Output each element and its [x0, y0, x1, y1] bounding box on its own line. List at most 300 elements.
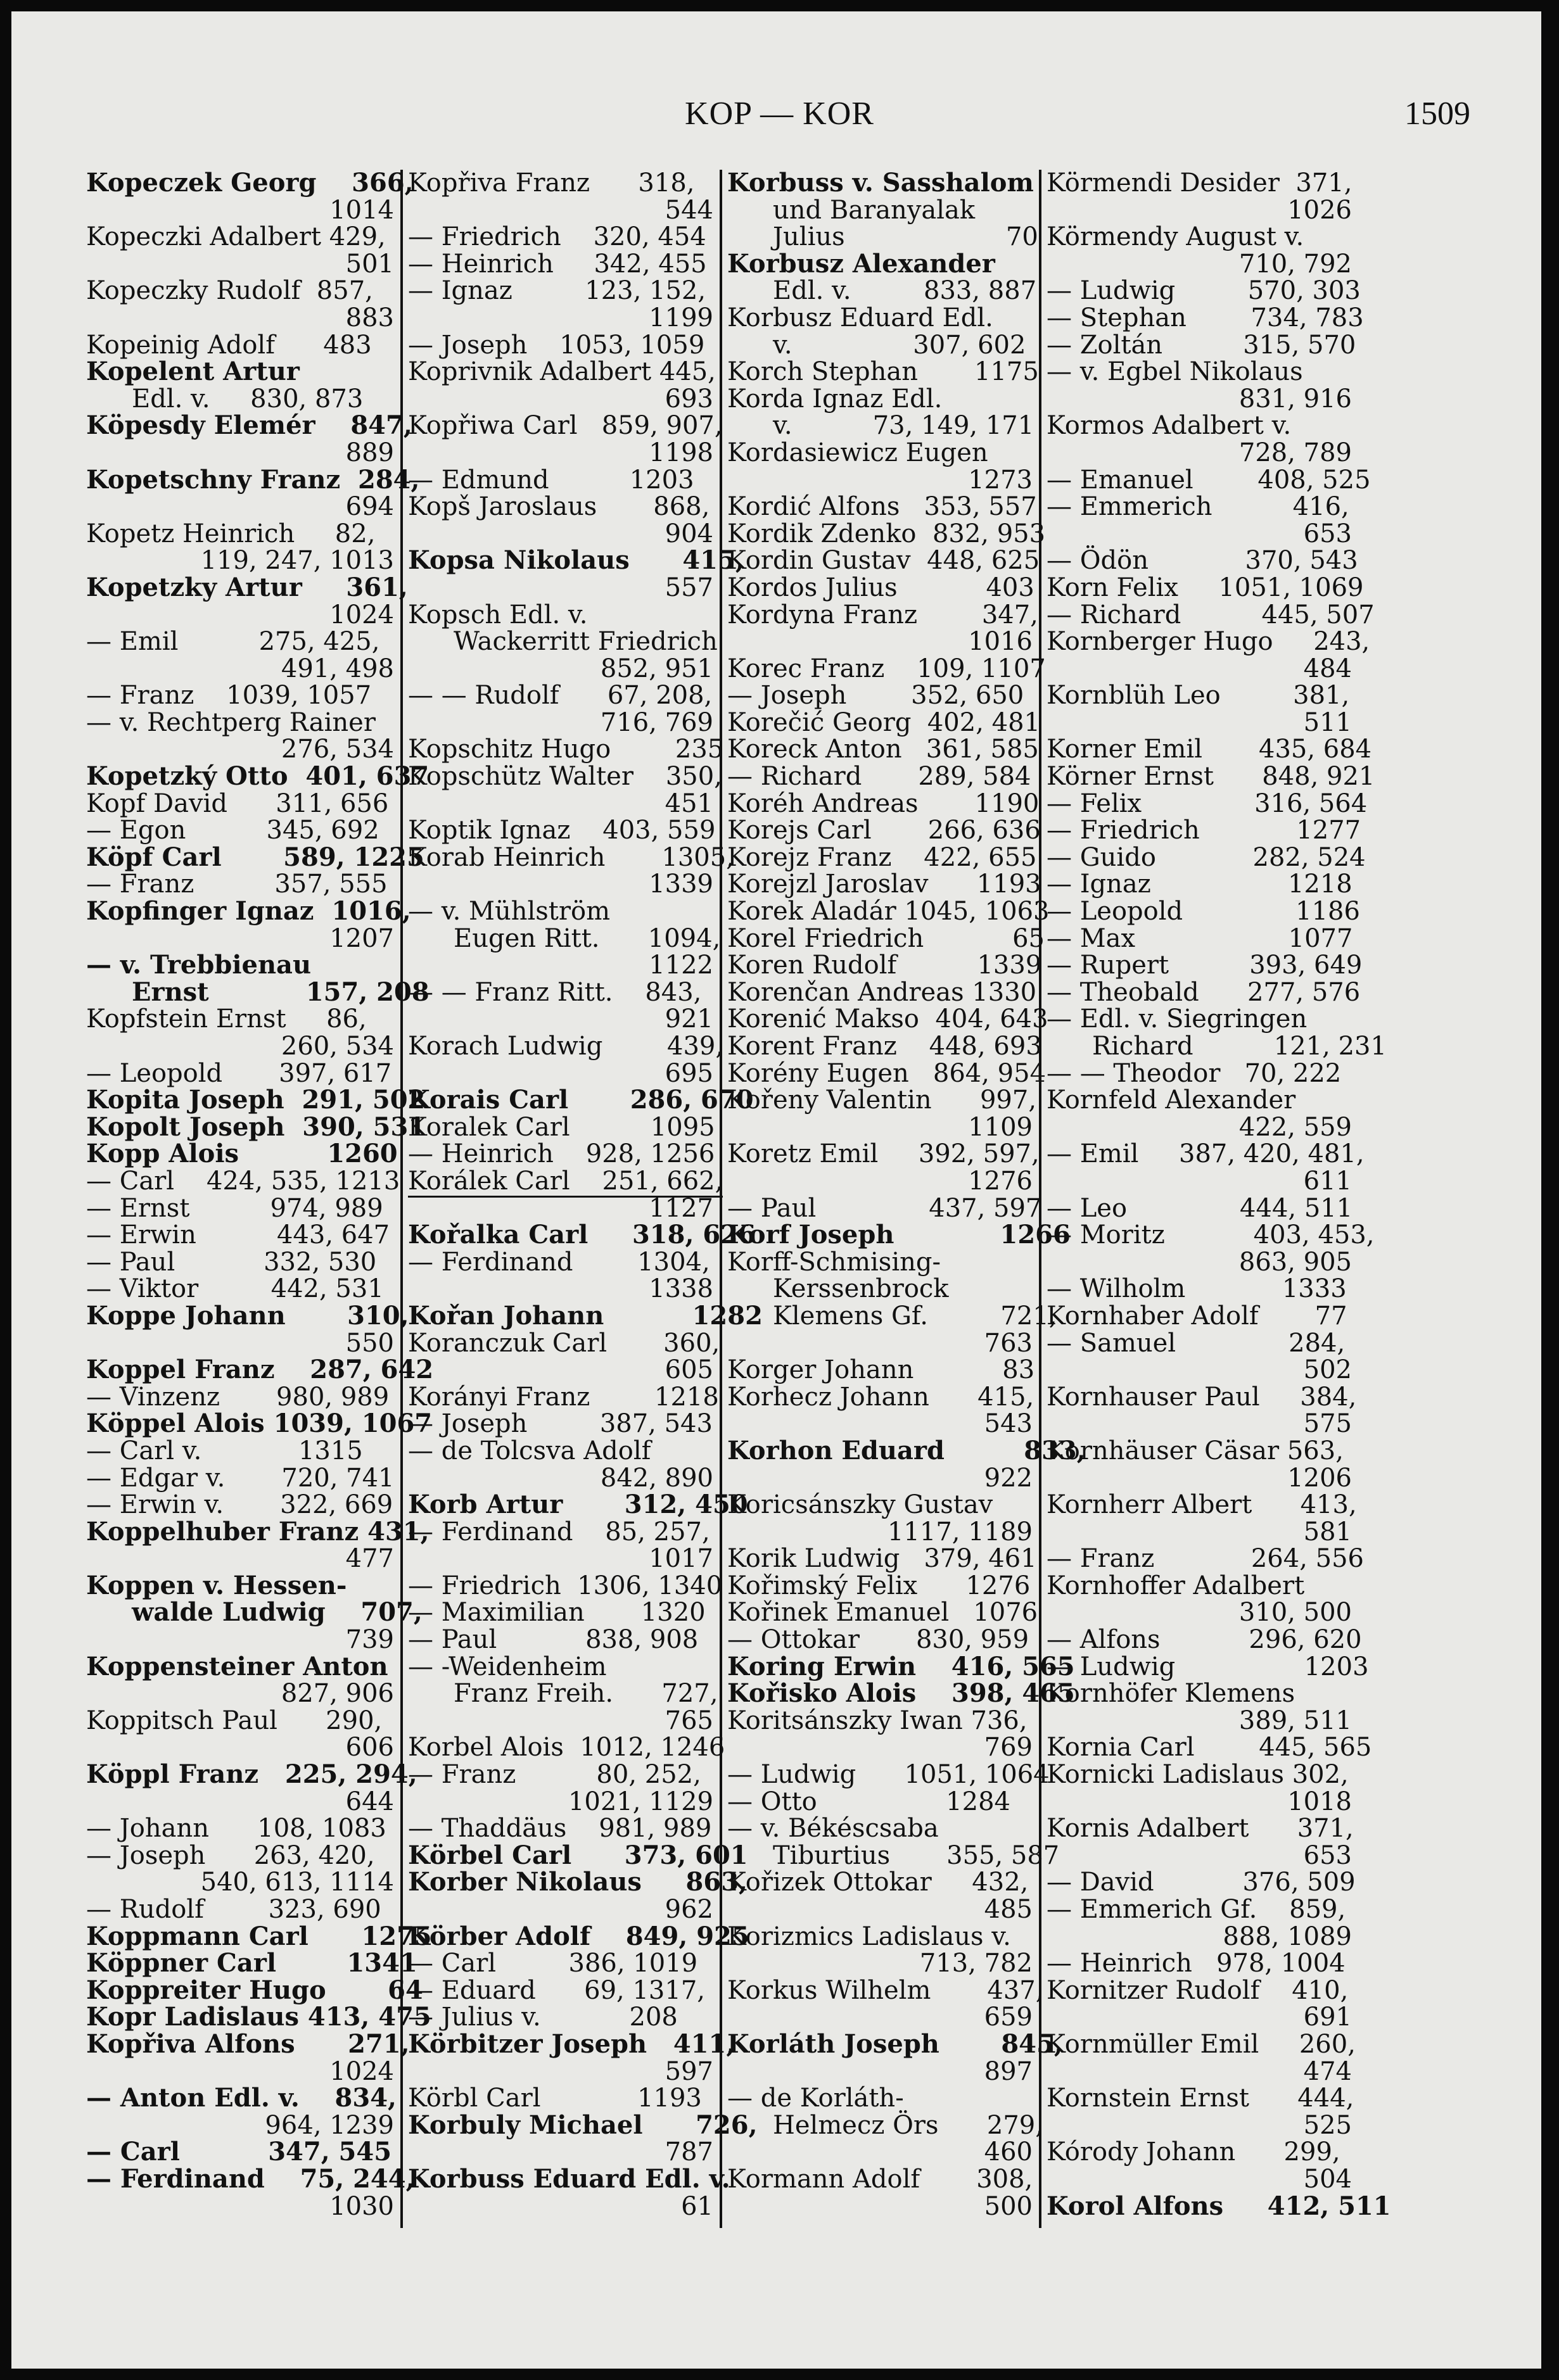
index-entry	[1047, 1465, 1352, 1492]
index-entry-text: 484	[1303, 654, 1352, 683]
index-entry	[408, 842, 734, 872]
index-entry	[86, 2112, 394, 2139]
index-entry	[727, 1840, 1060, 1870]
index-entry-text: Korejs Carl 266, 636	[727, 816, 1041, 845]
index-entry	[408, 790, 713, 818]
index-entry-text: Korel Friedrich 65	[727, 923, 1045, 953]
index-entry-text: — Ludwig 570, 303	[1047, 276, 1361, 306]
index-entry	[727, 440, 1033, 467]
index-entry	[727, 1869, 1033, 1896]
index-entry	[408, 2085, 713, 2112]
index-entry	[86, 1570, 394, 1600]
index-entry-text: 605	[665, 1355, 713, 1385]
index-entry-text: — Alfons 296, 620	[1047, 1625, 1362, 1655]
index-entry-text: — Emmerich Gf. 859,	[1047, 1895, 1346, 1924]
index-entry-text: Körbel Carl 373, 601	[408, 1840, 748, 1870]
index-entry-text: — v. Mühlström	[408, 897, 611, 927]
index-entry-text: Korf Joseph 1266	[727, 1220, 1071, 1250]
index-entry-text: 1024	[329, 2056, 394, 2086]
index-entry-text: Korn Felix 1051, 1069	[1047, 573, 1364, 602]
index-entry-text: 962	[665, 1895, 713, 1924]
index-entry-text: 1024	[329, 600, 394, 630]
index-entry	[1047, 1438, 1352, 1465]
index-entry-text: Köpf Carl 589, 1225	[86, 842, 424, 872]
index-entry	[727, 682, 1033, 709]
index-entry	[86, 1788, 394, 1816]
index-entry-text: 575	[1303, 1409, 1352, 1439]
index-entry-text: Kornis Adalbert 371,	[1047, 1814, 1354, 1844]
index-entry	[1047, 2112, 1352, 2139]
index-entry-text: — Ludwig 1203	[1047, 1652, 1369, 1681]
index-entry-text: 739	[345, 1625, 394, 1655]
index-entry-text: Koppitsch Paul 290,	[86, 1706, 383, 1735]
index-entry-text: — Joseph 263, 420,	[86, 1840, 375, 1870]
index-entry	[1047, 1842, 1352, 1870]
index-entry-text: Korik Ludwig 379, 461	[727, 1544, 1037, 1574]
index-entry-text: 769	[984, 1733, 1033, 1763]
index-entry	[408, 627, 718, 657]
index-entry-text: — Franz 264, 556	[1047, 1544, 1364, 1574]
index-entry-text: 544	[665, 195, 713, 225]
index-entry-text: Edl. v. 830, 873	[132, 384, 364, 414]
index-entry-text: 1198	[649, 438, 713, 467]
index-entry	[408, 251, 713, 278]
index-entry	[86, 952, 394, 979]
index-entry	[408, 440, 713, 467]
index-entry	[1047, 1195, 1352, 1222]
index-entry	[408, 1626, 713, 1654]
index-entry	[408, 1519, 713, 1546]
running-head	[0, 95, 1559, 139]
index-entry-text: 964, 1239	[265, 2110, 394, 2140]
index-entry	[86, 332, 394, 359]
index-entry	[408, 655, 713, 683]
index-entry	[408, 2110, 758, 2140]
index-entry-text: — Carl 386, 1019	[408, 1949, 698, 1978]
index-entry-text: Korff-Schmising-	[727, 1247, 941, 1277]
index-entry	[1047, 1815, 1352, 1842]
index-entry-text: 921	[665, 1004, 713, 1034]
index-entry	[86, 842, 424, 872]
index-entry-text: 1018	[1287, 1787, 1352, 1816]
index-entry	[86, 896, 411, 927]
index-entry	[727, 1004, 1048, 1034]
index-entry	[727, 654, 1046, 683]
index-entry	[1047, 1060, 1352, 1087]
index-entry-text: Kornia Carl 445, 565	[1047, 1733, 1372, 1763]
index-entry-text: 695	[665, 1058, 713, 1088]
page-title: KOP — KOR	[685, 96, 874, 132]
index-entry-text: — — Franz Ritt. 843,	[408, 977, 702, 1007]
index-entry-text: Kopelent Artur	[86, 357, 300, 387]
index-entry	[408, 521, 713, 548]
index-entry-text: 597	[665, 2056, 713, 2086]
index-entry-text: — Emmerich 416,	[1047, 492, 1349, 522]
index-entry	[408, 545, 744, 576]
index-entry-text: Korbel Alois 1012, 1246	[408, 1733, 725, 1763]
index-entry-text: 1199	[649, 303, 713, 332]
index-entry-text: Koppen v. Hessen-	[86, 1570, 347, 1600]
index-entry	[1047, 358, 1352, 386]
index-entry	[86, 2058, 394, 2086]
index-entry	[408, 1195, 713, 1222]
index-entry	[1047, 1519, 1352, 1546]
index-entry	[727, 1275, 1033, 1303]
index-entry-text: Kopřiva Alfons 271,	[86, 2029, 410, 2059]
index-entry-text: Kopp Alois 1260	[86, 1139, 398, 1169]
index-entry	[86, 2002, 431, 2032]
index-entry	[1047, 2191, 1391, 2221]
index-entry-text: 1030	[329, 2191, 394, 2221]
index-entry-text: 504	[1303, 2164, 1352, 2194]
index-entry-text: 763	[984, 1328, 1033, 1358]
index-entry-text: — Edgar v. 720, 741	[86, 1463, 395, 1493]
index-entry	[408, 1275, 713, 1303]
index-entry	[1047, 386, 1352, 413]
index-entry-text: — Erwin 443, 647	[86, 1220, 390, 1250]
index-entry-text: Kopetzky Artur 361,	[86, 572, 408, 602]
index-entry	[727, 1519, 1033, 1546]
index-entry-text: Kopfinger Ignaz 1016,	[86, 896, 411, 927]
index-entry-text: 511	[1303, 707, 1352, 737]
index-entry	[86, 224, 394, 251]
index-entry	[86, 2029, 410, 2059]
index-entry	[408, 386, 713, 413]
index-entry-text: Korláth Joseph 845,	[727, 2029, 1063, 2059]
index-entry-text: — de Tolcsva Adolf	[408, 1436, 651, 1465]
index-entry	[727, 628, 1033, 655]
index-entry	[1047, 1625, 1362, 1655]
index-entry-text: 119, 247, 1013	[200, 546, 394, 576]
index-entry-text: 852, 951	[600, 654, 713, 683]
index-entry-text: 276, 534	[281, 735, 394, 764]
index-entry	[408, 1921, 749, 1951]
index-entry-text: Korbusz Alexander	[727, 248, 995, 279]
index-entry-text: 888, 1089	[1223, 1921, 1352, 1951]
index-entry-text: Klemens Gf. 721,	[773, 1301, 1057, 1331]
index-entry	[86, 1355, 434, 1385]
index-entry-text: 1016	[968, 627, 1033, 657]
index-entry-text: Kopsch Edl. v.	[408, 600, 588, 630]
index-entry	[1047, 412, 1352, 440]
index-entry-text: Koprivnik Adalbert 445,	[408, 357, 716, 387]
index-entry-text: Kopschitz Hugo 235	[408, 735, 724, 764]
index-entry	[86, 1491, 394, 1519]
index-entry-text: Kořinek Emanuel 1076	[727, 1598, 1038, 1628]
index-entry-text: Korhon Eduard 833,	[727, 1435, 1086, 1465]
index-entry	[727, 2166, 1033, 2193]
index-entry-text: 491, 498	[281, 654, 394, 683]
index-entry-text: 61	[681, 2191, 713, 2221]
index-entry-text: 1273	[968, 465, 1033, 495]
index-entry	[86, 1948, 417, 1978]
index-entry-text: Kornhaber Adolf 77	[1047, 1301, 1347, 1331]
index-entry	[727, 1734, 1033, 1761]
column-4	[1039, 168, 1391, 2228]
index-entry	[1047, 1950, 1352, 1977]
index-entry	[408, 898, 713, 925]
index-entry	[408, 1114, 713, 1141]
index-entry	[408, 357, 716, 387]
index-entry-text: 310, 500	[1238, 1598, 1352, 1628]
index-entry	[86, 1842, 394, 1870]
index-entry	[1047, 1923, 1352, 1951]
index-entry	[86, 1516, 430, 1547]
index-entry-text: Kordyna Franz 347,	[727, 600, 1038, 630]
index-entry	[86, 1275, 394, 1303]
index-entry-text: — Franz 1039, 1057	[86, 681, 372, 711]
index-entry-text: Koring Erwin 416, 565	[727, 1651, 1075, 1681]
index-entry-text: — Richard 289, 584	[727, 762, 1031, 792]
index-entry-text: Kornhoffer Adalbert	[1047, 1571, 1305, 1600]
index-entry	[86, 1921, 432, 1951]
index-entry	[408, 709, 713, 737]
index-entry	[1047, 897, 1360, 927]
index-entry	[1047, 465, 1371, 495]
index-entry-text: — Ödön 370, 543	[1047, 546, 1358, 576]
index-entry	[1047, 1032, 1387, 1061]
index-entry-text: — Stephan 734, 783	[1047, 303, 1364, 332]
index-entry-text: Kopr Ladislaus 413, 475	[86, 2002, 431, 2032]
index-entry	[408, 170, 713, 197]
index-entry-text: Koppensteiner Anton	[86, 1651, 388, 1681]
index-entry	[1047, 762, 1375, 792]
index-entry	[86, 1222, 394, 1249]
index-entry	[727, 1815, 1033, 1842]
index-entry-text: 485	[984, 1895, 1033, 1924]
index-entry-text: Körbl Carl 1193	[408, 2084, 702, 2113]
index-entry-text: Kornmüller Emil 260,	[1047, 2029, 1356, 2059]
index-entry-text: Koren Rudolf 1339	[727, 951, 1042, 980]
index-entry	[727, 357, 1039, 387]
index-entry	[408, 816, 716, 845]
index-entry-text: 606	[345, 1733, 394, 1763]
index-entry	[86, 1139, 398, 1169]
index-entry	[1047, 1220, 1375, 1250]
index-entry	[727, 248, 1033, 279]
index-entry-text: — Ferdinand 1304,	[408, 1247, 710, 1277]
index-entry-text: Korányi Franz 1218	[408, 1382, 719, 1412]
index-entry	[86, 547, 394, 574]
index-entry	[727, 1626, 1033, 1654]
index-entry	[408, 2139, 713, 2166]
index-entry-text: Kopřiva Franz 318,	[408, 168, 695, 198]
index-entry	[727, 2110, 1043, 2140]
index-entry	[727, 1357, 1033, 1384]
index-entry-text: — Maximilian 1320	[408, 1598, 706, 1628]
index-entry	[1047, 600, 1375, 630]
index-entry	[727, 1491, 1033, 1519]
index-entry	[86, 493, 394, 521]
index-entry-text: Kormann Adolf 308,	[727, 2164, 1033, 2194]
index-entry-text: 883	[345, 303, 394, 332]
index-entry-text: 525	[1303, 2110, 1352, 2140]
index-entry	[1047, 330, 1356, 360]
index-entry-text: — Johann 108, 1083	[86, 1814, 386, 1844]
index-entry-text: Korbusz Eduard Edl.	[727, 303, 993, 332]
index-entry-text: Korenić Makso 404, 643	[727, 1004, 1048, 1034]
index-entry	[408, 332, 713, 359]
column-3	[720, 168, 1086, 2228]
index-entry-text: 659	[984, 2003, 1033, 2032]
index-entry-text: — Paul 838, 908	[408, 1625, 699, 1655]
index-entry	[727, 546, 1040, 576]
index-entry-text: — Ludwig 1051, 1064	[727, 1760, 1050, 1790]
index-entry-text: Kordasiewicz Eugen	[727, 438, 988, 467]
index-entry	[86, 1060, 394, 1087]
index-entry	[86, 464, 420, 495]
index-entry	[86, 1300, 409, 1331]
index-entry	[86, 1384, 394, 1411]
index-entry	[1047, 2029, 1356, 2059]
index-entry	[727, 1410, 1033, 1438]
index-entry	[727, 1114, 1033, 1141]
index-entry-text: — Friedrich 1277	[1047, 816, 1361, 845]
index-entry	[408, 1060, 713, 1087]
index-entry	[727, 1573, 1033, 1600]
index-entry-text: — Heinrich 978, 1004	[1047, 1949, 1346, 1978]
index-entry-text: Koptik Ignaz 403, 559	[408, 816, 716, 845]
index-entry	[408, 493, 713, 521]
index-entry-text: — Rudolf 323, 690	[86, 1895, 381, 1924]
index-entry	[408, 1166, 723, 1196]
index-entry-text: Kopetschny Franz 284,	[86, 464, 420, 495]
index-entry-text: Kornblüh Leo 381,	[1047, 681, 1350, 711]
index-entry	[1047, 2058, 1352, 2086]
index-entry-text: Kornberger Hugo 243,	[1047, 627, 1370, 657]
index-entry-text: — Ignaz 123, 152,	[408, 276, 706, 306]
index-entry	[1047, 197, 1352, 224]
index-entry	[408, 277, 713, 305]
index-entry	[86, 1707, 394, 1735]
index-entry	[1047, 2085, 1352, 2112]
index-entry-text: — Franz 357, 555	[86, 870, 388, 899]
index-entry-text: Koréh Andreas 1190	[727, 788, 1040, 818]
index-entry	[727, 1086, 1037, 1115]
index-entry-text: — Zoltán 315, 570	[1047, 330, 1356, 360]
index-entry-text: — Carl 424, 535, 1213	[86, 1166, 400, 1196]
index-entry-text: Korner Emil 435, 684	[1047, 735, 1372, 764]
index-entry-text: 728, 789	[1238, 438, 1352, 467]
index-entry	[1047, 1652, 1369, 1681]
index-entry	[1047, 1006, 1352, 1033]
index-entry-text: Köpesdy Elemér 847,	[86, 410, 412, 441]
index-entry	[408, 2193, 713, 2220]
index-entry	[727, 1651, 1075, 1681]
index-entry-text: Richard 121, 231	[1092, 1032, 1387, 1061]
index-entry	[727, 870, 1041, 899]
index-entry	[408, 1465, 713, 1492]
index-entry	[408, 952, 713, 979]
index-entry	[1047, 1599, 1352, 1626]
index-entry-text: Kořan Johann 1282	[408, 1300, 763, 1331]
index-entry-text: Korch Stephan 1175	[727, 357, 1039, 387]
index-entry	[408, 2004, 713, 2031]
index-entry-text: — Leopold 1186	[1047, 897, 1360, 927]
index-entry	[1047, 627, 1370, 657]
index-entry	[727, 707, 1040, 737]
index-entry-text: Korek Aladár 1045, 1063	[727, 897, 1050, 927]
index-entry-text: 502	[1303, 1355, 1352, 1385]
index-entry	[1047, 1410, 1352, 1438]
index-entry-text: Kopita Joseph 291, 502	[86, 1085, 426, 1115]
index-entry	[1047, 2139, 1352, 2166]
index-entry-text: Eugen Ritt. 1094,	[454, 923, 721, 953]
index-entry	[86, 440, 394, 467]
index-entry-text: 389, 511	[1238, 1706, 1352, 1735]
index-entry	[408, 1490, 748, 1520]
index-entry	[86, 1626, 394, 1654]
index-entry	[1047, 1868, 1356, 1897]
index-entry	[408, 1679, 718, 1709]
index-entry	[408, 1815, 713, 1842]
index-entry	[727, 897, 1050, 927]
index-entry	[408, 1977, 713, 2004]
index-entry-text: — Paul 332, 530	[86, 1247, 377, 1277]
index-entry	[408, 1220, 756, 1250]
index-entry-text: 1014	[329, 195, 394, 225]
index-entry	[1047, 951, 1363, 980]
index-entry	[408, 1950, 713, 1977]
index-entry-text: — — Theodor 70, 222	[1047, 1058, 1342, 1088]
index-entry	[727, 2139, 1033, 2166]
index-entry	[86, 736, 394, 763]
index-entry-text: Kopschütz Walter 350,	[408, 762, 722, 792]
index-entry-text: — Carl 347, 545	[86, 2137, 392, 2167]
index-entry-text: — Richard 445, 507	[1047, 600, 1375, 630]
index-entry-text: Köppel Alois 1039, 1067	[86, 1408, 433, 1439]
index-entry	[86, 1465, 394, 1492]
index-entry	[1047, 1680, 1352, 1707]
index-entry	[408, 1085, 754, 1115]
index-entry	[1047, 925, 1352, 953]
index-entry	[727, 1435, 1086, 1465]
index-entry	[727, 1058, 1047, 1088]
index-entry	[727, 412, 1033, 440]
index-entry-text: Kornfeld Alexander	[1047, 1086, 1296, 1115]
index-entry	[1047, 788, 1368, 818]
index-entry-text: Koppelhuber Franz 431,	[86, 1516, 430, 1547]
index-entry-text: — Edmund 1203	[408, 465, 694, 495]
index-entry	[1047, 1087, 1352, 1114]
index-entry	[1047, 1357, 1352, 1384]
index-entry-text: Korény Eugen 864, 954	[727, 1058, 1047, 1088]
index-entry-text: Kormos Adalbert v.	[1047, 411, 1292, 441]
index-entry	[86, 1438, 394, 1465]
index-entry-text: Koreck Anton 361, 585	[727, 735, 1039, 764]
index-entry	[408, 2058, 713, 2086]
index-entry	[727, 1032, 1042, 1061]
index-entry-text: — Anton Edl. v. 834,	[86, 2083, 397, 2113]
index-entry-text: — Emil 275, 425,	[86, 627, 380, 657]
index-entry	[727, 1193, 1042, 1223]
index-entry-text: 581	[1303, 1517, 1352, 1547]
index-entry	[86, 1330, 394, 1357]
index-entry-text: 1339	[649, 870, 713, 899]
index-entry-text: Köppl Franz 225, 294,	[86, 1759, 417, 1790]
index-entry	[1047, 1573, 1352, 1600]
index-entry	[1047, 1114, 1352, 1141]
index-entry	[86, 1408, 433, 1439]
index-entry-text: — Joseph 352, 650	[727, 681, 1024, 711]
index-entry	[408, 1867, 748, 1897]
index-entry	[86, 410, 412, 441]
index-entry	[727, 492, 1037, 522]
index-entry	[86, 1815, 394, 1842]
index-entry-text: Korb Artur 312, 450	[408, 1490, 748, 1520]
index-entry	[408, 1571, 723, 1600]
index-entry-text: — Franz 80, 252,	[408, 1760, 701, 1790]
